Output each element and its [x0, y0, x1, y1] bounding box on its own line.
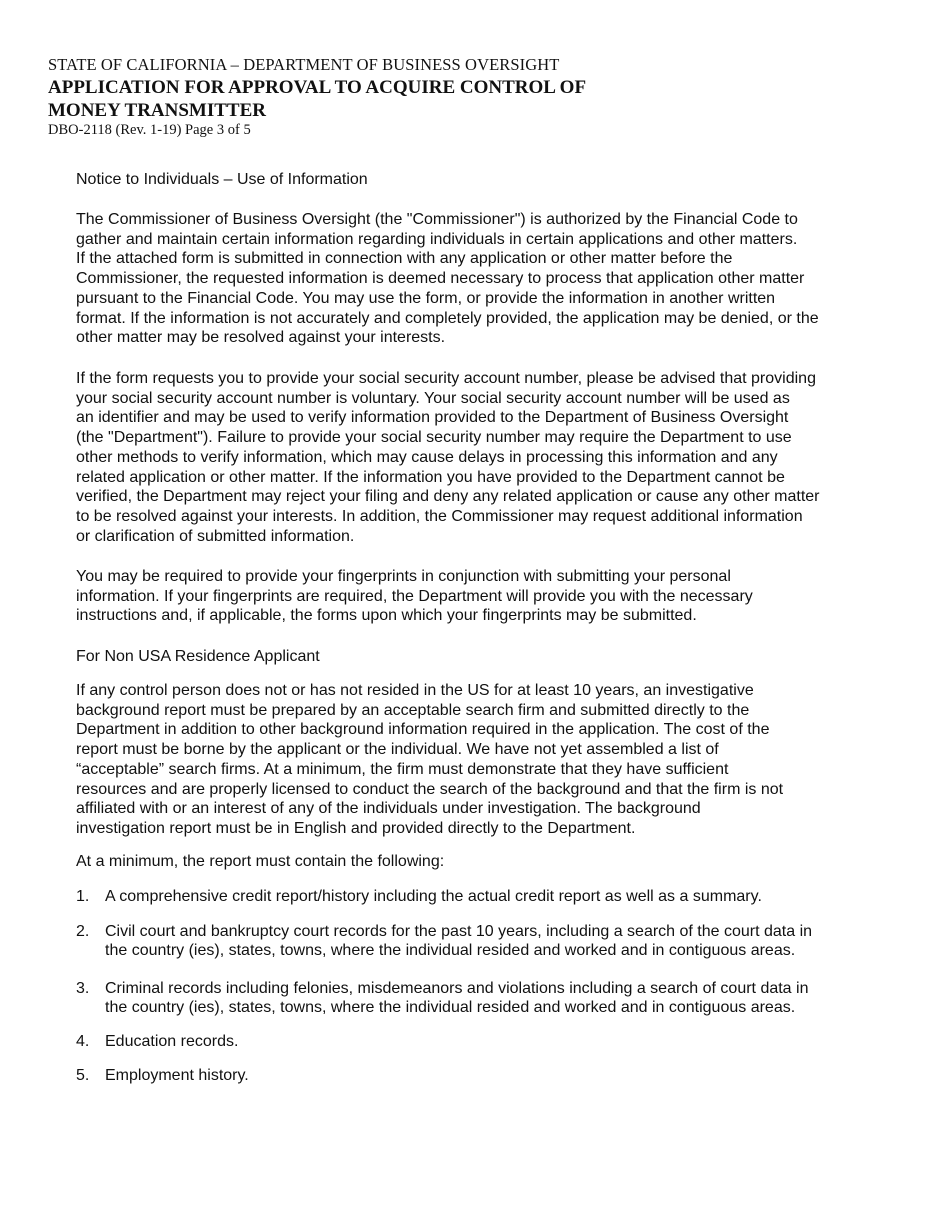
text-line: gather and maintain certain information regarding individuals in certain applications and other matters. [76, 230, 798, 248]
paragraph-use-of-information [76, 210, 819, 348]
list-number: 2. [76, 923, 90, 940]
text-line: If any control person does not or has not resided in the US for at least 10 years, an investigative [76, 682, 754, 699]
text-line: If the attached form is submitted in connection with any application or other matter before the [76, 250, 733, 268]
text-line: Commissioner, the requested information is deemed necessary to process that application other matter [76, 270, 805, 288]
paragraph-fingerprints [76, 567, 753, 626]
list-number: 1. [76, 888, 90, 905]
text-line: “acceptable” search firms. At a minimum, the firm must demonstrate that they have sufficient [76, 760, 729, 778]
text-line: verified, the Department may reject your filing and deny any related application or cause any other matter [76, 488, 820, 506]
text-line: information. If your fingerprints are required, the Department will provide you with the necessary [76, 587, 753, 605]
paragraph-social-security [76, 369, 820, 546]
text-line: Education records. [105, 1033, 239, 1050]
text-line: or clarification of submitted information. [76, 527, 355, 545]
text-line: pursuant to the Financial Code. You may use the form, or provide the information in another written [76, 289, 776, 307]
text-line: Department in addition to other background information required in the application. The cost of the [76, 721, 770, 739]
text-line: affiliated with or an interest of any of the individuals under investigation. The background [76, 800, 701, 818]
list-number: 3. [76, 980, 90, 997]
text-line: investigation report must be in English and provided directly to the Department. [76, 819, 636, 837]
list-number: 4. [76, 1033, 90, 1050]
paragraph-background-report [76, 681, 783, 839]
text-line: the country (ies), states, towns, where the individual resided and worked and in contiguous areas. [105, 942, 796, 959]
form-info: DBO-2118 (Rev. 1-19) Page 3 of 5 [48, 122, 251, 138]
form-title-line2: MONEY TRANSMITTER [48, 100, 266, 121]
text-line: The Commissioner of Business Oversight (the "Commissioner") is authorized by the Financial Code to [76, 211, 798, 228]
list-number: 5. [76, 1067, 90, 1084]
list-text [105, 1066, 249, 1085]
text-line: to be resolved against your interests. In addition, the Commissioner may request additional information [76, 507, 803, 525]
text-line: instructions and, if applicable, the forms upon which your fingerprints may be submitted. [76, 607, 697, 625]
notice-heading: Notice to Individuals – Use of Information [76, 171, 368, 188]
text-line: report must be borne by the applicant or the individual. We have not yet assembled a list of [76, 741, 719, 759]
text-line: resources and are properly licensed to conduct the search of the background and that the firm is not [76, 780, 784, 798]
text-line: Criminal records including felonies, misdemeanors and violations including a search of court data in [105, 980, 809, 997]
text-line: other matter may be resolved against your interests. [76, 329, 446, 347]
text-line: format. If the information is not accurately and completely provided, the application may be denied, or the [76, 309, 819, 327]
text-line: the country (ies), states, towns, where the individual resided and worked and in contiguous areas. [105, 999, 796, 1016]
text-line: other methods to verify information, which may cause delays in processing this information and any [76, 448, 778, 466]
text-line: If the form requests you to provide your social security account number, please be advised that providing [76, 370, 816, 387]
non-usa-heading: For Non USA Residence Applicant [76, 648, 320, 665]
text-line: related application or other matter. If the information you have provided to the Department cannot be [76, 468, 785, 486]
text-line: Civil court and bankruptcy court records for the past 10 years, including a search of the court data in [105, 923, 813, 940]
list-text [105, 1032, 238, 1051]
list-text [105, 922, 812, 960]
text-line: You may be required to provide your fingerprints in conjunction with submitting your personal [76, 568, 731, 585]
text-line: A comprehensive credit report/history including the actual credit report as well as a summary. [105, 888, 762, 905]
text-line: an identifier and may be used to verify information provided to the Department of Business Oversight [76, 409, 789, 427]
list-text [105, 979, 808, 1017]
text-line: Employment history. [105, 1067, 249, 1084]
list-text [105, 887, 762, 906]
minimum-intro: At a minimum, the report must contain the following: [76, 853, 445, 870]
form-title-line1: APPLICATION FOR APPROVAL TO ACQUIRE CONTROL OF [48, 77, 587, 98]
text-line: (the "Department"). Failure to provide your social security number may require the Department to use [76, 429, 792, 447]
text-line: background report must be prepared by an acceptable search firm and submitted directly to the [76, 701, 750, 719]
text-line: your social security account number is voluntary. Your social security account number will be used as [76, 389, 790, 407]
agency-header: STATE OF CALIFORNIA – DEPARTMENT OF BUSINESS OVERSIGHT [48, 55, 560, 74]
